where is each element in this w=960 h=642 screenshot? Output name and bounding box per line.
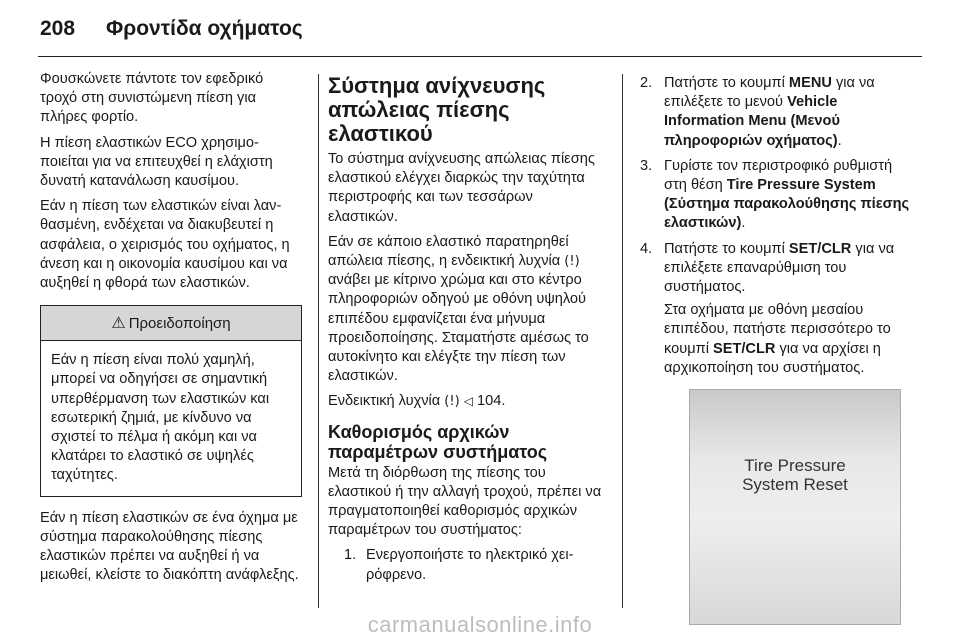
paragraph-spare-wheel: Φουσκώνετε πάντοτε τον εφεδρικό τροχό στη συνιστώμενη πίεση για πλήρες φορτίο. xyxy=(40,71,264,126)
warning-triangle-icon: ⚠ xyxy=(111,314,126,332)
text-fragment: Πατήστε το κουμπί xyxy=(664,75,789,91)
step-number: 2. xyxy=(640,75,653,91)
display-line: System Reset xyxy=(742,475,848,494)
paragraph-ignition-off: Εάν η πίεση ελαστικών σε ένα όχημα με σύστημα παρακολούθησης πίεσης ελαστικών πρέπει να αυξηθεί ή να μειωθεί, κλείστε το διακόπτη ανάφλεξης. xyxy=(40,509,299,584)
text-fragment: Πατήστε το κουμπί xyxy=(664,240,789,257)
subsection-heading: Καθορισμός αρχικών παραμέτρων συστήματος xyxy=(328,421,548,462)
paragraph-pressure-loss xyxy=(328,233,604,387)
list-item xyxy=(640,74,910,151)
text-fragment: . xyxy=(837,132,842,149)
display-message xyxy=(690,456,900,494)
page-title: Φροντίδα οχήματος xyxy=(106,17,303,40)
text-fragment: . xyxy=(741,215,746,232)
vehicle-info-menu-label: Vehicle Information Menu (Μενού πληροφοριών οχήματος) xyxy=(664,94,840,149)
step-number: 1. xyxy=(344,547,357,564)
page-reference-icon: ◁ xyxy=(463,394,473,409)
step-number: 3. xyxy=(640,157,653,174)
text-fragment: για να επιλέξετε επαναρύθμιση του συστήματος. xyxy=(664,240,895,296)
text-fragment: Ενδεικτική λυχνία xyxy=(328,393,445,410)
paragraph-system-description: Το σύστημα ανίχνευσης απώλειας πίεσης ελαστικού ελέγχει διαρκώς την ταχύτητα περιστροφής και των τεσσάρων ελαστικών. xyxy=(328,151,595,225)
text-fragment: ανάβει με κίτρινο χρώμα και στο κέντρο πληροφοριών οδηγού με οθόνη υψηλού επιπέδου εμφανίζεται ένα μήνυμα προειδοποίησης. Σταματήστε αμέσως το αυτοκίνητο και ελέγξτε την πίεση των ελαστικών. xyxy=(328,272,589,385)
menu-button-label: MENU xyxy=(788,75,832,91)
list-item xyxy=(640,157,910,234)
page-number: 208 xyxy=(40,17,76,40)
tire-pressure-lamp-icon: (!) xyxy=(444,394,460,410)
section-heading: Σύστημα ανίχνευσης απώλειας πίεσης ελαστικού xyxy=(328,73,546,146)
watermark: carmanualsonline.info xyxy=(367,612,593,637)
warning-header xyxy=(41,306,301,341)
paragraph-reset-intro: Μετά τη διόρθωση της πίεσης του ελαστικού ή την αλλαγή τροχού, πρέπει να πραγματοποιηθεί καθορισμός αρχικών παραμέτρων του συστήματος: xyxy=(328,464,602,539)
set-clr-button-label: SET/CLR xyxy=(713,340,776,357)
tire-pressure-system-label: Tire Pressure System (Σύστημα παρακολούθησης πίεσης ελαστικών) xyxy=(664,177,910,232)
warning-box xyxy=(40,305,302,496)
page-header xyxy=(40,14,303,44)
paragraph-eco-pressure: Η πίεση ελαστικών ECO χρησιμοποιείται για να επιτευχθεί η ελάχιστη δυνατή κατανάλωση καυσίμου. xyxy=(40,134,273,190)
paragraph-wrong-pressure: Εάν η πίεση των ελαστικών είναι λανθασμένη, ενδέχεται να διακυβευτεί η ασφάλεια, ο χειρισμός του οχήματος, η άνεση και η οικονομία καυσίμου και να αυξηθεί η φθορά των ελαστικών. xyxy=(40,198,290,292)
text-fragment: για να αρχίσει η αρχικοποίηση του συστήματος. xyxy=(664,340,881,376)
warning-title: Προειδοποίηση xyxy=(128,314,231,332)
step-text: Ενεργοποιήστε το ηλεκτρικό χειρόφρενο. xyxy=(366,547,574,583)
tire-pressure-lamp-icon: (!) xyxy=(564,254,580,270)
text-fragment: Εάν σε κάποιο ελαστικό παρατηρηθεί απώλεια πίεσης, η ενδεικτική λυχνία xyxy=(328,233,569,270)
paragraph-lamp-reference xyxy=(328,392,604,411)
column-right xyxy=(640,74,910,384)
display-screen-illustration xyxy=(689,389,901,625)
list-item xyxy=(640,240,910,378)
text-fragment: Στα οχήματα με οθόνη μεσαίου επιπέδου, πατήστε περισσότερο το κουμπί xyxy=(664,302,891,357)
column-left xyxy=(40,70,302,591)
text-fragment: για να επιλέξετε το μενού xyxy=(664,75,875,111)
step-number: 4. xyxy=(640,240,653,257)
column-divider-right xyxy=(622,74,623,608)
warning-body: Εάν η πίεση είναι πολύ χαμηλή, μπορεί να οδηγήσει σε σημαντική υπερθέρμανση των ελαστικών και εσωτερική ζημιά, με κίνδυνο να σχιστεί το πέλμα ή ακόμη και να κλατάρει το ελαστικό σε υψηλές ταχύτητες. xyxy=(51,352,270,484)
text-fragment: Γυρίστε τον περιστροφικό ρυθμιστή στη θέση xyxy=(664,157,893,194)
display-line: Tire Pressure xyxy=(744,456,846,475)
list-item xyxy=(328,546,604,584)
reset-steps-list-continued xyxy=(640,74,910,378)
set-clr-button-label: SET/CLR xyxy=(788,240,852,257)
step-note xyxy=(664,301,910,378)
reset-steps-list xyxy=(328,546,604,584)
column-middle xyxy=(328,74,604,591)
page-reference-number: 104. xyxy=(472,393,506,410)
header-divider xyxy=(38,56,922,57)
column-divider-left xyxy=(318,74,319,608)
